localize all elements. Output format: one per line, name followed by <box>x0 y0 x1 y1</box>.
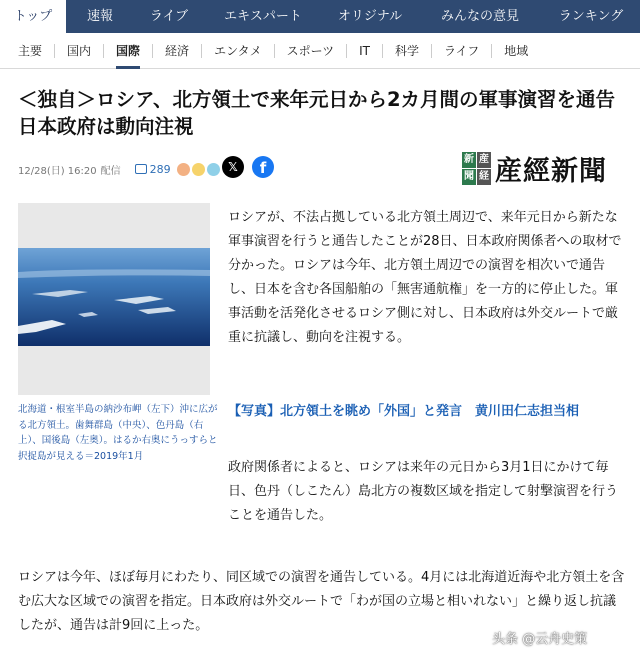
article-headline: ＜独自＞ロシア、北方領土で来年元日から2カ月間の軍事演習を通告 日本政府は動向注視 <box>18 88 635 138</box>
photo-caption: 北海道・根室半島の納沙布岬（左下）沖に広がる北方領土。歯舞群島（中央）、色丹島（右上）、国後島（左奥）。はるか右奥にうっすらと択捉島が見える＝2019年1月 <box>18 404 218 462</box>
comment-count[interactable]: 289 <box>149 162 171 176</box>
topnav-item-top[interactable]: トップ <box>0 0 66 33</box>
publish-date: 12/28(日) 16:20 <box>18 165 97 177</box>
delivery-label: 配信 <box>100 165 121 177</box>
article-photo[interactable] <box>18 248 210 346</box>
reaction-think-icon[interactable] <box>207 163 220 176</box>
subnav-item-local[interactable]: 地域 <box>504 43 529 58</box>
share-facebook-icon[interactable]: f <box>252 156 274 178</box>
topnav-item-original[interactable]: オリジナル <box>337 9 403 24</box>
topnav-item-expert[interactable]: エキスパート <box>224 9 302 24</box>
subnav-item-science[interactable]: 科学 <box>395 43 420 58</box>
article-paragraph: ロシアが、不法占拠している北方領土周辺で、来年元日から新たな軍事演習を行うと通告したことが28日、日本政府関係者への取材で分かった。ロシアは今年、北方領土周辺での演習を相次いで通告し、日本を含む各国船舶の「無害通航権」を一方的に停止した。軍事活動を活発化させるロシア側に対し、日本政府は外交ルートで厳重に抗議し、動向を注視する。 <box>228 210 622 345</box>
topnav-item-live[interactable]: ライブ <box>149 9 189 24</box>
subnav-item-international[interactable]: 国際 <box>104 33 152 69</box>
subnav-item-entertainment[interactable]: エンタメ <box>214 43 262 58</box>
badge-char: 新 <box>462 152 476 168</box>
subnav-item-life[interactable]: ライフ <box>444 43 480 58</box>
comment-icon[interactable] <box>135 164 147 174</box>
subnav-item-main[interactable]: 主要 <box>18 43 43 58</box>
badge-char: 産 <box>477 152 491 168</box>
badge-char: 経 <box>477 169 491 185</box>
share-x-icon[interactable]: 𝕏 <box>222 156 244 178</box>
category-navigation <box>0 33 640 69</box>
reaction-learn-icon[interactable] <box>177 163 190 176</box>
badge-char: 聞 <box>462 169 476 185</box>
publisher-name: 産經新聞 <box>495 155 607 187</box>
article-meta <box>18 158 220 180</box>
publisher-logo[interactable] <box>462 150 607 186</box>
top-navigation <box>0 0 640 33</box>
subnav-item-it[interactable]: IT <box>359 43 370 58</box>
topnav-item-breaking[interactable]: 速報 <box>86 9 113 24</box>
publisher-badge-icon <box>462 152 491 185</box>
subnav-item-sports[interactable]: スポーツ <box>286 43 335 58</box>
watermark: 头条 @云舟史策 <box>492 632 588 647</box>
subnav-item-domestic[interactable]: 国内 <box>67 43 92 58</box>
aerial-photo-image <box>18 248 210 346</box>
reaction-clear-icon[interactable] <box>192 163 205 176</box>
topnav-item-opinions[interactable]: みんなの意見 <box>440 9 519 24</box>
related-photo-link[interactable]: 【写真】北方領土を眺め「外国」と発言 黄川田仁志担当相 <box>228 404 580 419</box>
article-paragraph: ロシアは今年、ほぼ毎月にわたり、同区域での演習を通告している。4月には北海道近海や北方領土を含む広大な区域での演習を指定。日本政府は外交ルートで「わが国の立場と相いれない」と繰り返し抗議したが、通告は計9回に上った。 <box>18 570 625 633</box>
article-paragraph: 政府関係者によると、ロシアは来年の元日から3月1日にかけて毎日、色丹（しこたん）島北方の複数区域を指定して射撃演習を行うことを通告した。 <box>228 460 619 523</box>
topnav-item-ranking[interactable]: ランキング <box>558 9 624 24</box>
subnav-item-economy[interactable]: 経済 <box>165 43 190 58</box>
